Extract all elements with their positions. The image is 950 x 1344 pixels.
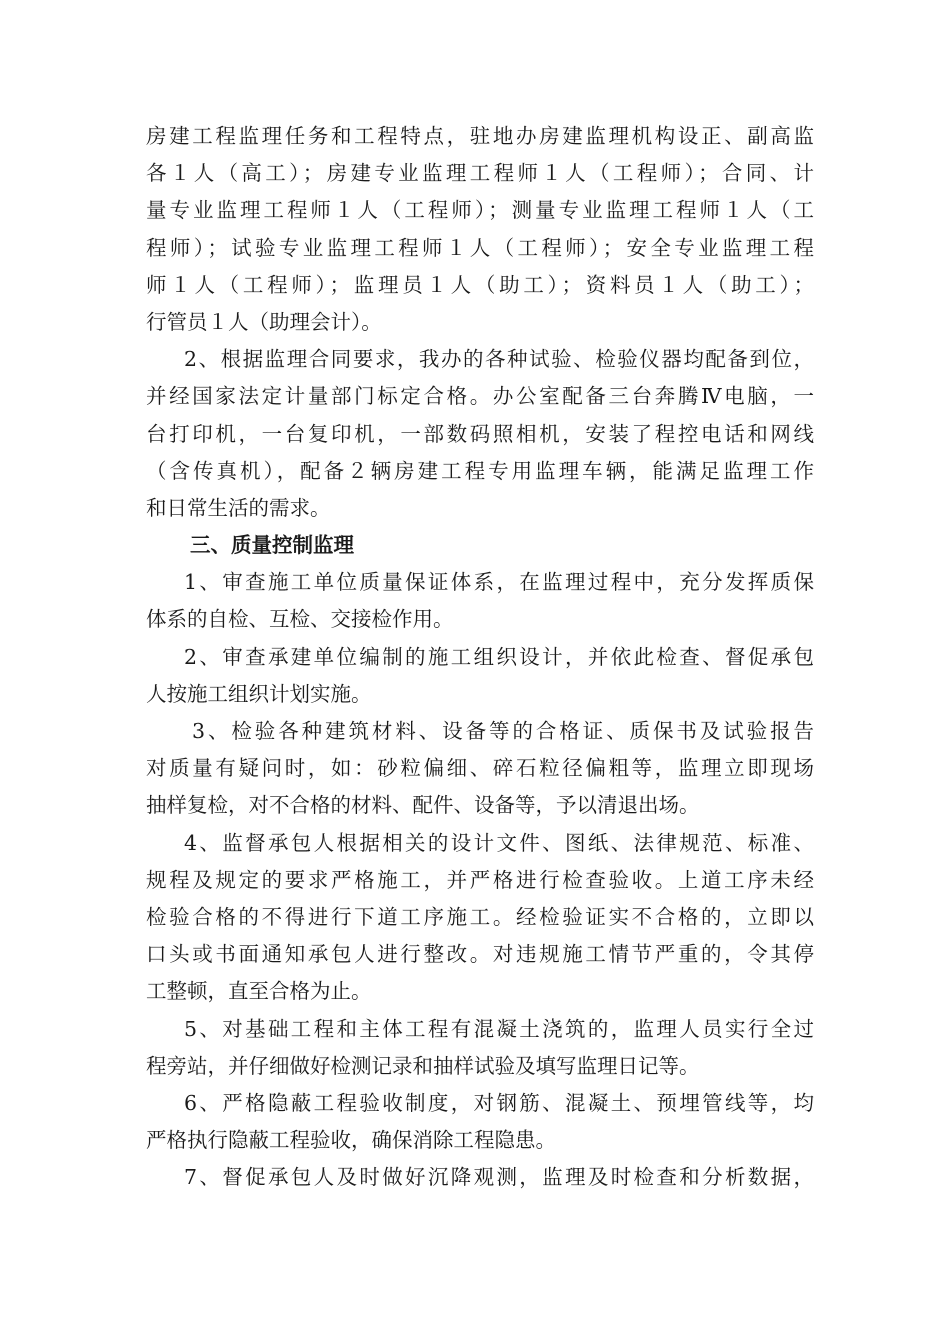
body-line: 口头或书面通知承包人进行整改。对违规施工情节严重的，令其停 xyxy=(146,942,814,967)
body-line: 抽样复检，对不合格的材料、配件、设备等，予以清退出场。 xyxy=(146,793,700,818)
body-line: 对质量有疑问时，如：砂粒偏细、碎石粒径偏粗等，监理立即现场 xyxy=(146,756,814,781)
body-line: 检验合格的不得进行下道工序施工。经检验证实不合格的，立即以 xyxy=(146,904,814,929)
body-line: 并经国家法定计量部门标定合格。办公室配备三台奔腾Ⅳ电脑，一 xyxy=(146,384,814,409)
paragraph-start-line: 6、严格隐蔽工程验收制度，对钢筋、混凝土、预埋管线等，均 xyxy=(184,1090,814,1115)
paragraph-start-line: 2、审查承建单位编制的施工组织设计，并依此检查、督促承包 xyxy=(184,644,814,669)
body-line: 程师）；试验专业监理工程师１人（工程师）；安全专业监理工程 xyxy=(146,235,814,260)
paragraph-start-line: 7、督促承包人及时做好沉降观测，监理及时检查和分析数据， xyxy=(184,1165,814,1190)
body-line: 体系的自检、互检、交接检作用。 xyxy=(146,607,454,632)
body-line: 师１人（工程师）；监理员１人（助工）；资料员１人（助工）； xyxy=(146,272,814,297)
document-body xyxy=(146,118,814,1196)
paragraph-start-line: 2、根据监理合同要求，我办的各种试验、检验仪器均配备到位， xyxy=(184,347,814,372)
paragraph-start-line: 3、检验各种建筑材料、设备等的合格证、质保书及试验报告 xyxy=(192,719,814,743)
body-line: 程旁站，并仔细做好检测记录和抽样试验及填写监理日记等。 xyxy=(146,1053,700,1078)
body-line: （含传真机），配备２辆房建工程专用监理车辆，能满足监理工作 xyxy=(146,458,814,483)
section-heading: 三、质量控制监理 xyxy=(190,533,354,558)
body-line: 严格执行隐蔽工程验收，确保消除工程隐患。 xyxy=(146,1128,556,1153)
body-line: 各１人（高工）；房建专业监理工程师１人（工程师）；合同、计 xyxy=(146,161,814,186)
body-line: 工整顿，直至合格为止。 xyxy=(146,979,372,1004)
body-line: 行管员１人（助理会计）。 xyxy=(146,309,382,334)
body-line: 房建工程监理任务和工程特点，驻地办房建监理机构设正、副高监 xyxy=(146,124,814,148)
body-line: 人按施工组织计划实施。 xyxy=(146,681,372,706)
paragraph-start-line: 4、监督承包人根据相关的设计文件、图纸、法律规范、标准、 xyxy=(184,830,814,855)
body-line: 台打印机，一台复印机，一部数码照相机，安装了程控电话和网线 xyxy=(146,421,814,446)
paragraph-start-line: 5、对基础工程和主体工程有混凝土浇筑的，监理人员实行全过 xyxy=(184,1016,814,1041)
body-line: 规程及规定的要求严格施工，并严格进行检查验收。上道工序未经 xyxy=(146,867,814,892)
body-line: 量专业监理工程师１人（工程师）；测量专业监理工程师１人（工 xyxy=(146,198,814,223)
body-line: 和日常生活的需求。 xyxy=(146,495,331,520)
paragraph-start-line: 1、审查施工单位质量保证体系，在监理过程中，充分发挥质保 xyxy=(184,570,814,595)
